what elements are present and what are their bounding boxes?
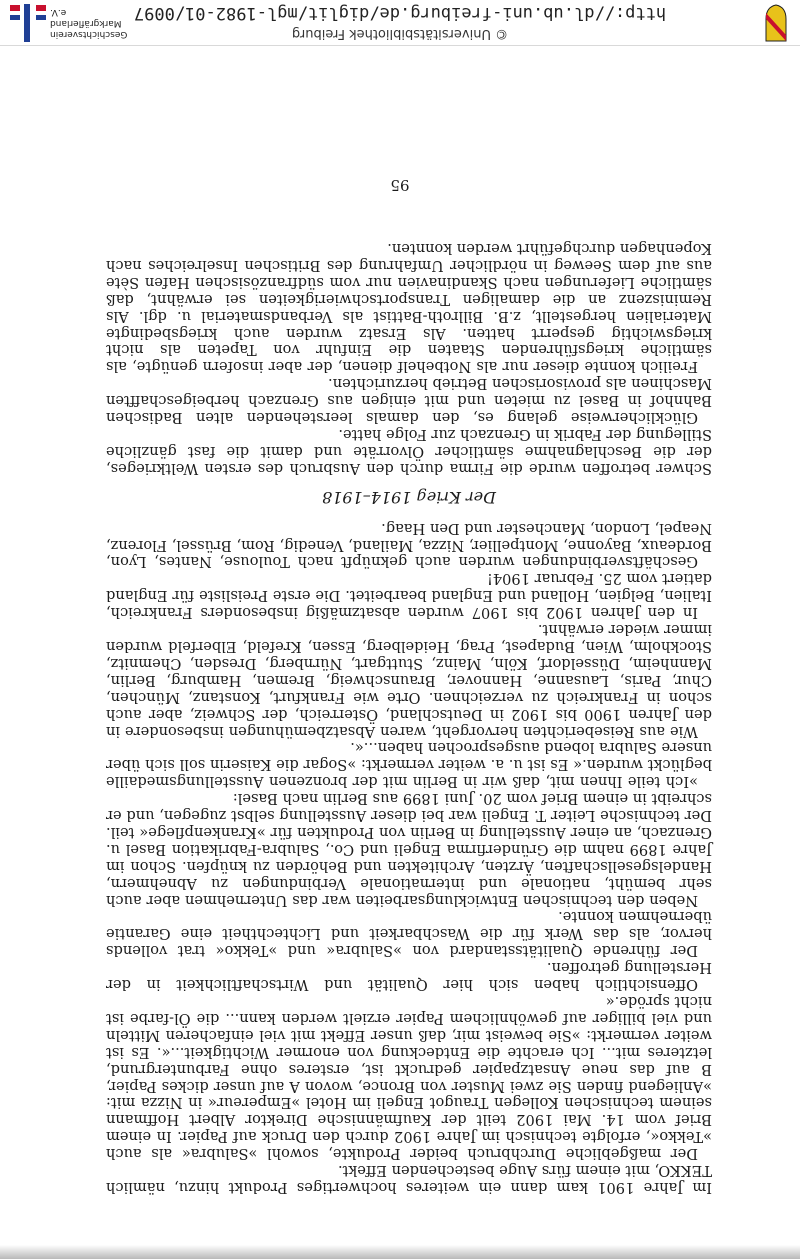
paragraph: Wie aus Reiseberichten hervorgeht, waren Absatzbemühungen insbesondere in den Jahren 1900 bis 1902 in Deutschland, Österreich, der Schweiz, aber auch schon in Frankreich zu verzeichnen. Orte wie Frankfurt, Konstanz, München, Chur, Paris, Lausanne, Hannover, Braunschweig, Bremen, Hamburg, Berlin, Mannheim, Düsseldorf, Köln, Mainz, Stuttgart, Nürnberg, Dresden, Chemnitz, Stockholm, Wien, Budapest, Prag, Heidelberg, Essen, Krefeld, Elberfeld wurden immer wieder erwähnt. [106, 621, 712, 740]
paragraph: Der führende Qualitätsstandard von »Salubra« und »Tekko« trat vollends hervor, als das Werk für die Waschbarkeit und Lichtechtheit eine Garantie übernehmen konnte. [106, 908, 712, 960]
org-line: Geschichtsverein [50, 29, 128, 39]
page-number: 95 [390, 176, 410, 194]
paragraph: Glücklicherweise gelang es, den damals leerstehenden alten Badischen Bahnhof in Basel zu mieten und mit einigen aus Grenzach herbeigeschafften Maschinen als provisorischen Betrieb herzurichten. [106, 375, 712, 427]
scan-edge-shadow [0, 1245, 800, 1259]
paragraph: Der maßgebliche Durchbruch beider Produkte, sowohl »Salubra« als auch »Tekko«, erfolgte technisch im Jahre 1902 durch den Druck auf Papier. In einem Brief vom 14. Mai 1902 teilt der Kaufmännische Direktor Albert Hoffmann seinem technischen Kollegen Traugot Engeli im Hotel »Empereur« in Nizza mit: »Anliegend finden Sie zwei Muster von Bronce, wovon A auf unser dickes Papier, B auf das neue Ansatzpapier gedruckt ist, ersteres ohne Farbuntergrund, letzteres mit... Ich erachte die Entdeckung von enormer Wichtigkeit...«. Es ist weiter vermerkt: »Sie beweist mir, daß unser Effekt mit viel einfacheren Mitteln und viel billiger auf gewöhnlichem Papier erzielt werden kann... die Öl-farbe ist nicht spröde.« [106, 993, 712, 1163]
footer-organization [50, 6, 130, 39]
footer-copyright: © Universitätsbibliothek Freiburg [291, 26, 509, 41]
coat-of-arms-icon [764, 3, 788, 43]
footer-url-link[interactable]: http://dl.ub.uni-freiburg.de/diglit/mgl-1982-01/0097 [133, 3, 667, 23]
paragraph: Im Jahre 1901 kam dann ein weiteres hochwertiges Produkt hinzu, nämlich TEKKO, mit einem fürs Auge bestechenden Effekt. [106, 1162, 712, 1196]
section-heading: Der Krieg 1914–1918 [322, 487, 496, 507]
paragraph: Neben den technischen Entwicklungsarbeiten war das Unternehmen aber auch sehr bemüht, nationale und internationale Verbindungen zu Abnehmern, Handelsgesellschaften, Ärzten, Architekten und Behörden zu knüpfen. Schon im Jahre 1899 nahm die Gründerfirma Engeli und Co., Salubra-Fabrikation Basel u. Grenzach, an einer Ausstellung in Berlin von Produkten für »Krankenpflege« teil. Der technische Leiter T. Engeli war bei dieser Ausstellung selbst zugegen, und er schreibt in einem Brief vom 20. Juni 1899 aus Berlin nach Basel: [106, 790, 712, 909]
paragraph: »Ich teile Ihnen mit, daß wir in Berlin mit der bronzenen Ausstellungsmedaille beglückt wurden.« Es ist u. a. weiter vermerkt: »Sogar die Kaiserin soll sich über unsere Salubra lobend ausgesprochen haben...«. [106, 739, 712, 791]
org-line: Markgräflerland e.V. [50, 7, 122, 28]
university-logo-icon [6, 2, 50, 44]
paragraph: Geschäftsverbindungen wurden auch geknüpft nach Toulouse, Nantes, Lyon, Bordeaux, Bayonne, Montpellier, Nizza, Mailand, Venedig, Rom, Brüssel, Florenz, Neapel, London, Manchester und Den Haag. [106, 519, 712, 571]
body-text-top [106, 239, 712, 1195]
paragraph: Schwer betroffen wurde die Firma durch den Ausbruch des ersten Weltkrieges, der die Beschlagnahme sämtlicher Ölvorräte und damit die fast gänzliche Stillegung der Fabrik in Grenzach zur Folge hatte. [106, 426, 712, 477]
paragraph: In den Jahren 1902 bis 1907 wurden absatzmäßig insbesonders Frankreich, Italien, Belgien, Holland und England bearbeitet. Die erste Preisliste für England datiert vom 25. Februar 1904! [106, 570, 712, 622]
paragraph: Offensichtlich haben sich hier Qualität und Wirtschaftlichkeit in der Herstellung getroffen. [106, 959, 712, 994]
paragraph: Freilich konnte dieser nur als Notbehelf dienen, der aber insofern genügte, als sämtliche kriegsführenden Staaten die Einfuhr von Tapeten als nicht kriegswichtig gesperrt hatten. Als Ersatz wurden auch kriegsbedingte Materialien hergestellt, z.B. Billroth-Battist als Verbandsmaterial u. dgl. Als Reminiszenz an die damaligen Transportschwierigkeiten sei erwähnt, daß sämtliche Lieferungen nach Skandinavien nur vom südfranzösischen Hafen Sète aus auf dem Seeweg in nördlicher Umfahrung des Britischen Inselreiches nach Kopenhagen durchgeführt werden konnten. [106, 240, 712, 376]
